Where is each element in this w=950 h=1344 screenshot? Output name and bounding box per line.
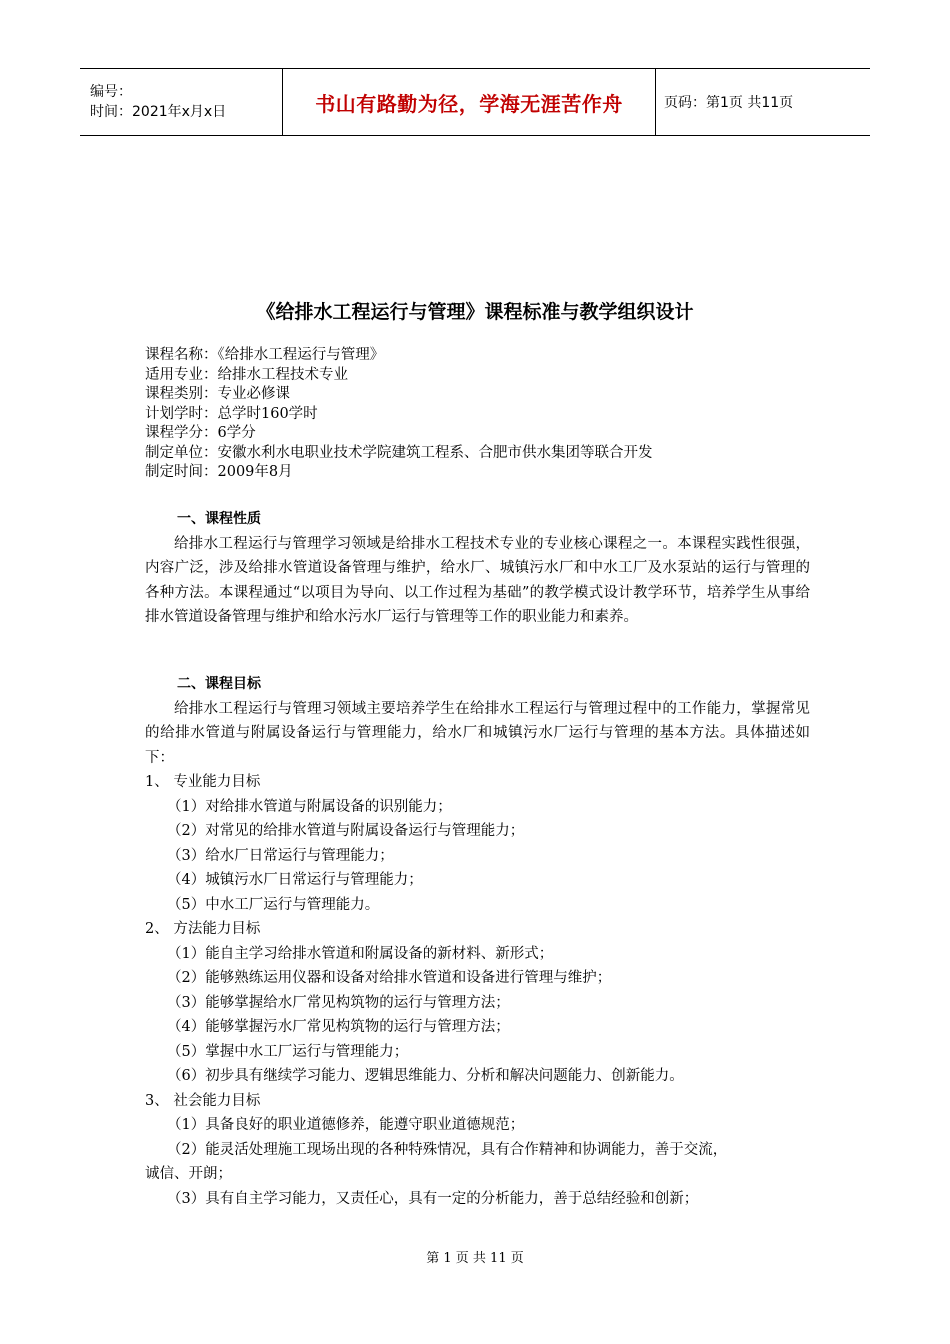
header-left-cell: [80, 69, 282, 135]
page-header: [80, 68, 870, 136]
goal-group-title: 2、 方法能力目标: [145, 921, 261, 937]
section-heading: 一、课程性质: [177, 511, 261, 527]
course-meta: [145, 346, 653, 483]
section-heading: 二、课程目标: [177, 676, 261, 692]
page-footer: 第 1 页 共 11 页: [426, 1251, 524, 1266]
document-number-label: 编号：: [90, 84, 132, 100]
list-item: （3）能够掌握给水厂常见构筑物的运行与管理方法；: [167, 994, 510, 1011]
list-item: （2）能灵活处理施工现场出现的各种特殊情况，具有合作精神和协调能力，善于交流，: [167, 1141, 728, 1158]
section-course-nature: [145, 507, 810, 630]
meta-hours: 计划学时：总学时160学时: [145, 405, 318, 422]
list-item-continuation: 诚信、开朗；: [145, 1166, 232, 1182]
header-motto: 书山有路勤为径，学海无涯苦作舟: [315, 91, 623, 116]
meta-major: 适用专业：给排水工程技术专业: [145, 366, 348, 383]
goal-group-title: 3、 社会能力目标: [145, 1092, 261, 1109]
list-item: （4）城镇污水厂日常运行与管理能力；: [167, 872, 423, 888]
header-page-cell: [656, 69, 870, 135]
goal-group-title: 1、 专业能力目标: [145, 774, 261, 790]
header-motto-cell: [282, 69, 656, 135]
list-item: （1）具备良好的职业道德修养，能遵守职业道德规范；: [167, 1117, 525, 1133]
list-item: （5）中水工厂运行与管理能力。: [167, 896, 380, 913]
document-title: 《给排水工程运行与管理》课程标准与教学组织设计: [256, 301, 694, 323]
list-item: （3）具有自主学习能力，又责任心，具有一定的分析能力，善于总结经验和创新；: [167, 1190, 699, 1207]
meta-category: 课程类别：专业必修课: [145, 386, 290, 402]
list-item: （2）能够熟练运用仪器和设备对给排水管道和设备进行管理与维护；: [167, 970, 612, 986]
section-paragraph: 给排水工程运行与管理习领域主要培养学生在给排水工程运行与管理过程中的工作能力，掌握常见的给排水管道与附属设备运行与管理能力，给水厂和城镇污水厂运行与管理的基本方法。具体描述如下：: [145, 700, 810, 766]
section-paragraph: 给排水工程运行与管理学习领域是给排水工程技术专业的专业核心课程之一。本课程实践性很强，内容广泛，涉及给排水管道设备管理与维护，给水厂、城镇污水厂和中水工厂及水泵站的运行与管理的各种方法。本课程通过“以项目为导向、以工作过程为基础”的教学模式设计教学环节，培养学生从事给排水管道设备管理与维护和给水污水厂运行与管理等工作的职业能力和素养。: [145, 535, 810, 625]
list-item: （2）对常见的给排水管道与附属设备运行与管理能力；: [167, 823, 525, 839]
header-page-info: 页码：第1页 共11页: [664, 95, 794, 111]
meta-course-name: 课程名称：《给排水工程运行与管理》: [145, 347, 385, 363]
list-item: （3）给水厂日常运行与管理能力；: [167, 847, 394, 864]
meta-credits: 课程学分：6学分: [145, 425, 256, 441]
list-item: （1）对给排水管道与附属设备的识别能力；: [167, 798, 452, 815]
list-item: （1）能自主学习给排水管道和附属设备的新材料、新形式；: [167, 945, 554, 962]
list-item: （6）初步具有继续学习能力、逻辑思维能力、分析和解决问题能力、创新能力。: [167, 1068, 684, 1084]
list-item: （4）能够掌握污水厂常见构筑物的运行与管理方法；: [167, 1019, 510, 1035]
document-date-label: 时间：2021年x月x日: [90, 104, 227, 120]
list-item: （5）掌握中水工厂运行与管理能力；: [167, 1043, 409, 1060]
section-course-goals: [145, 672, 810, 1211]
meta-date: 制定时间：2009年8月: [145, 464, 293, 480]
meta-organization: 制定单位：安徽水利水电职业技术学院建筑工程系、合肥市供水集团等联合开发: [145, 444, 653, 461]
